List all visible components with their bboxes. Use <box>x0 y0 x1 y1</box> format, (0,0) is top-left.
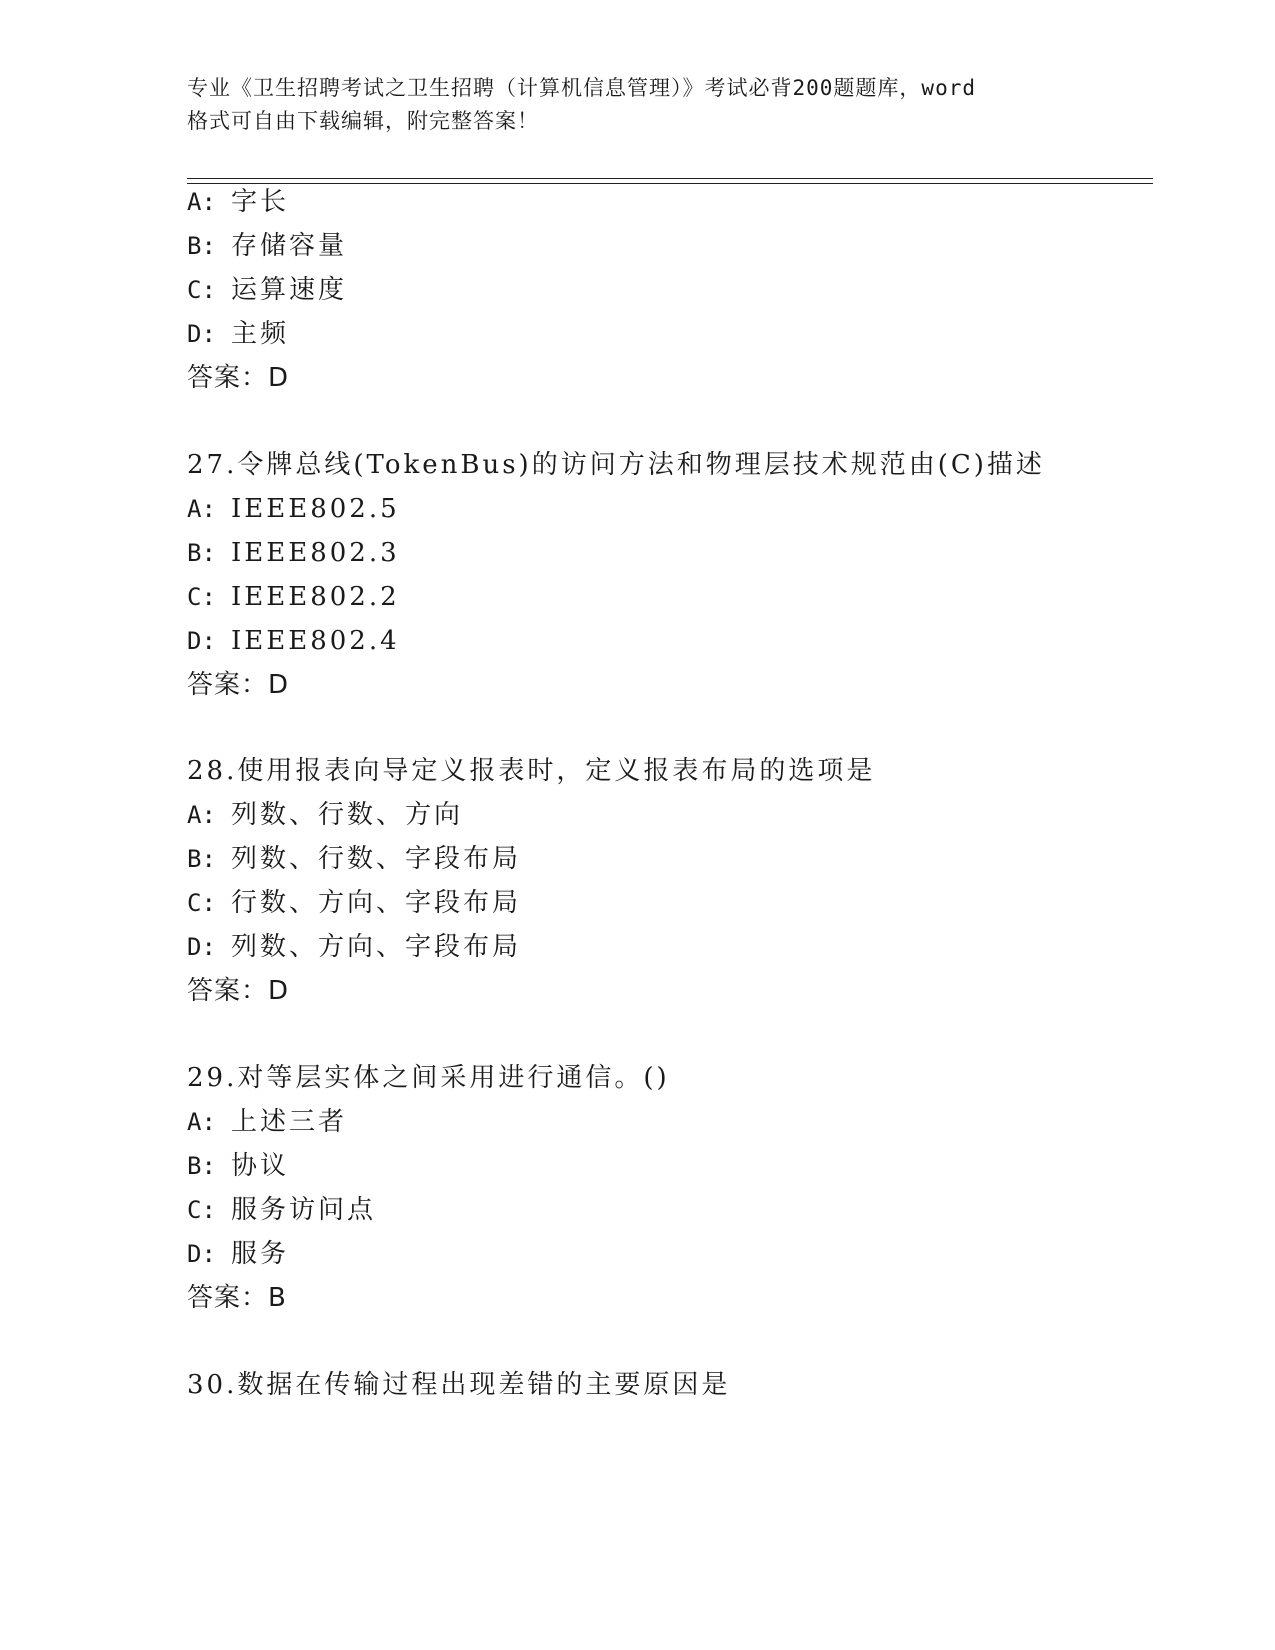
option-c <box>187 1194 376 1226</box>
option-b <box>187 843 521 875</box>
answer-line: 答案：B <box>187 1283 287 1313</box>
option-d <box>187 931 521 963</box>
option-letter: A: <box>187 801 216 829</box>
option-b <box>187 537 400 569</box>
option-a <box>187 1106 347 1138</box>
option-text: 存储容量 <box>231 231 348 261</box>
option-text: 列数、行数、字段布局 <box>231 844 522 874</box>
option-text: IEEE802.2 <box>231 582 400 612</box>
header-divider-top <box>187 178 1153 179</box>
option-letter: B: <box>187 539 216 567</box>
option-b <box>187 1150 289 1182</box>
option-a <box>187 493 400 525</box>
question-text: 28.使用报表向导定义报表时，定义报表布局的选项是 <box>187 756 876 786</box>
header-line-1: 专业《卫生招聘考试之卫生招聘（计算机信息管理）》考试必背200题题库，word <box>187 76 976 100</box>
option-text: 运算速度 <box>231 275 348 305</box>
option-text: 服务 <box>231 1239 290 1269</box>
header-line-2: 格式可自由下载编辑，附完整答案！ <box>187 109 539 133</box>
option-letter: A: <box>187 188 216 216</box>
answer-line: 答案：D <box>187 670 290 700</box>
option-text: 上述三者 <box>231 1107 348 1137</box>
option-c <box>187 274 347 306</box>
option-text: 列数、行数、方向 <box>231 800 464 830</box>
option-text: 字长 <box>231 187 290 217</box>
option-letter: D: <box>187 320 216 348</box>
option-a <box>187 799 463 831</box>
option-letter: D: <box>187 627 216 655</box>
answer-line: 答案：D <box>187 363 290 393</box>
option-text: IEEE802.3 <box>231 538 400 568</box>
option-letter: C: <box>187 1196 216 1224</box>
option-b <box>187 230 347 262</box>
option-text: 列数、方向、字段布局 <box>231 932 522 962</box>
option-d <box>187 625 400 657</box>
option-letter: B: <box>187 1152 216 1180</box>
option-letter: B: <box>187 232 216 260</box>
option-c <box>187 581 400 613</box>
option-text: 服务访问点 <box>231 1195 377 1225</box>
option-c <box>187 887 521 919</box>
answer-line: 答案：D <box>187 976 290 1006</box>
option-a <box>187 186 289 218</box>
option-letter: D: <box>187 933 216 961</box>
option-letter: C: <box>187 276 216 304</box>
option-letter: C: <box>187 583 216 611</box>
option-text: IEEE802.4 <box>231 626 400 656</box>
option-letter: D: <box>187 1240 216 1268</box>
option-text: 主频 <box>231 319 290 349</box>
option-d <box>187 318 289 350</box>
header-divider-bottom <box>187 183 1153 184</box>
question-text: 29.对等层实体之间采用进行通信。() <box>187 1063 670 1093</box>
option-letter: B: <box>187 845 216 873</box>
question-text: 27.令牌总线(TokenBus)的访问方法和物理层技术规范由(C)描述 <box>187 450 1045 480</box>
option-d <box>187 1238 289 1270</box>
question-text: 30.数据在传输过程出现差错的主要原因是 <box>187 1370 731 1400</box>
option-text: 行数、方向、字段布局 <box>231 888 522 918</box>
option-text: IEEE802.5 <box>231 494 400 524</box>
option-letter: A: <box>187 1108 216 1136</box>
option-text: 协议 <box>231 1151 290 1181</box>
option-letter: A: <box>187 495 216 523</box>
option-letter: C: <box>187 889 216 917</box>
document-header <box>187 72 1087 138</box>
